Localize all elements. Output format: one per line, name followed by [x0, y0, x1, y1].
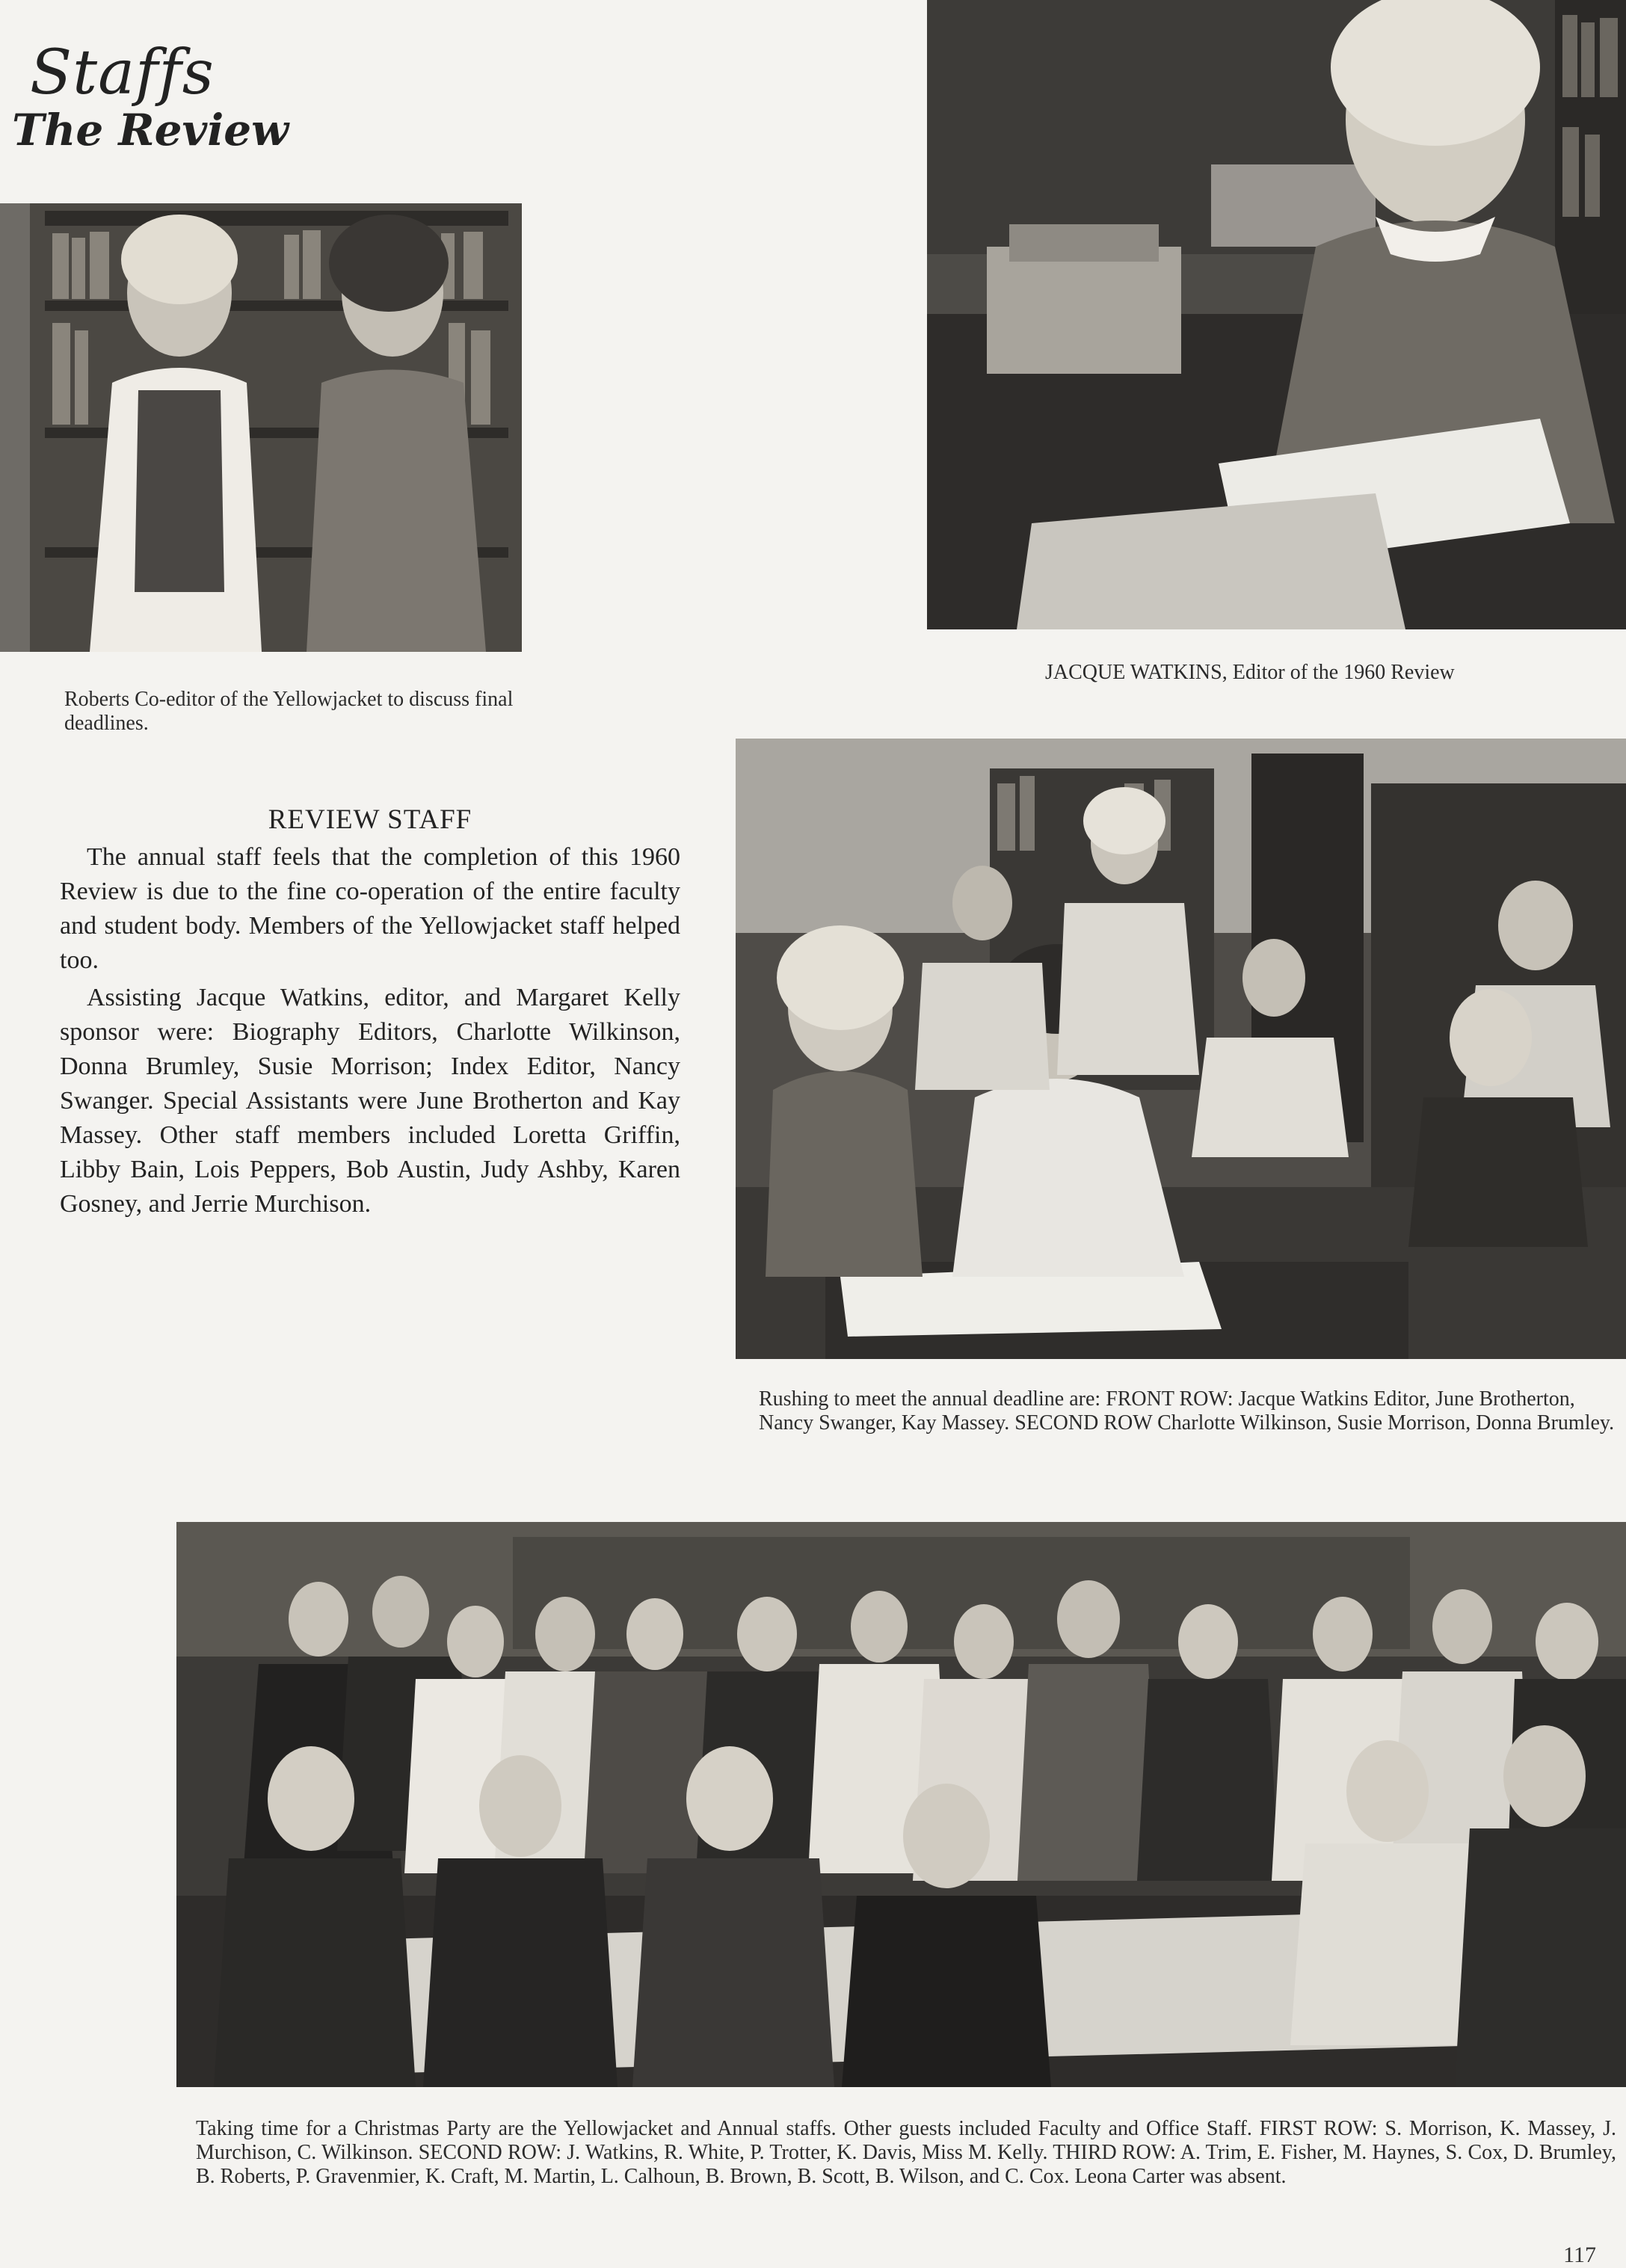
review-staff-paragraph-2: Assisting Jacque Watkins, editor, and Margaret Kelly sponsor were: Biography Editors, Charlotte Wilkinson, Donna Brumley, Susie Morrison; Index Editor, Nancy Swanger. Special Assistants were June Brotherton and Kay Massey. Other staff members included Loretta Griffin, Libby Bain, Lois Peppers, Bob Austin, Judy Ashby, Karen Gosney, and Jerrie Murchison.: [60, 984, 680, 1218]
photo-editor-typewriter: [927, 0, 1626, 629]
page-subtitle: The Review: [12, 105, 289, 155]
caption-editor: JACQUE WATKINS, Editor of the 1960 Review: [1045, 661, 1455, 684]
caption-annual-deadline: Rushing to meet the annual deadline are: FRONT ROW: Jacque Watkins Editor, June Brotherton, Nancy Swanger, Kay Massey. SECOND ROW Charlotte Wilkinson, Susie Morrison, Donna Brumley.: [759, 1387, 1615, 1435]
photo-co-editors: [0, 203, 522, 652]
page-number: 117: [1563, 2243, 1596, 2267]
review-staff-article: [60, 804, 680, 1224]
caption-co-editors: Roberts Co-editor of the Yellowjacket to discuss final deadlines.: [64, 688, 514, 735]
review-staff-paragraph-1: The annual staff feels that the completion of this 1960 Review is due to the fine co-operation of the entire faculty and student body. Members of the Yellowjacket staff helped too.: [60, 843, 680, 974]
page-title: Staffs: [30, 37, 215, 108]
review-staff-heading: REVIEW STAFF: [268, 804, 472, 835]
photo-christmas-party: [176, 1522, 1626, 2087]
caption-christmas-party: Taking time for a Christmas Party are the Yellowjacket and Annual staffs. Other guests included Faculty and Office Staff. FIRST ROW: S. Morrison, K. Massey, J. Murchison, C. Wilkinson. SECOND ROW: J. Watkins, R. White, P. Trotter, K. Davis, Miss M. Kelly. THIRD ROW: A. Trim, E. Fisher, M. Haynes, S. Cox, D. Brumley, B. Roberts, P. Gravenmier, K. Craft, M. Martin, L. Calhoun, B. Brown, B. Scott, B. Wilson, and C. Cox. Leona Carter was absent.: [196, 2117, 1616, 2188]
photo-annual-deadline: [736, 739, 1626, 1359]
